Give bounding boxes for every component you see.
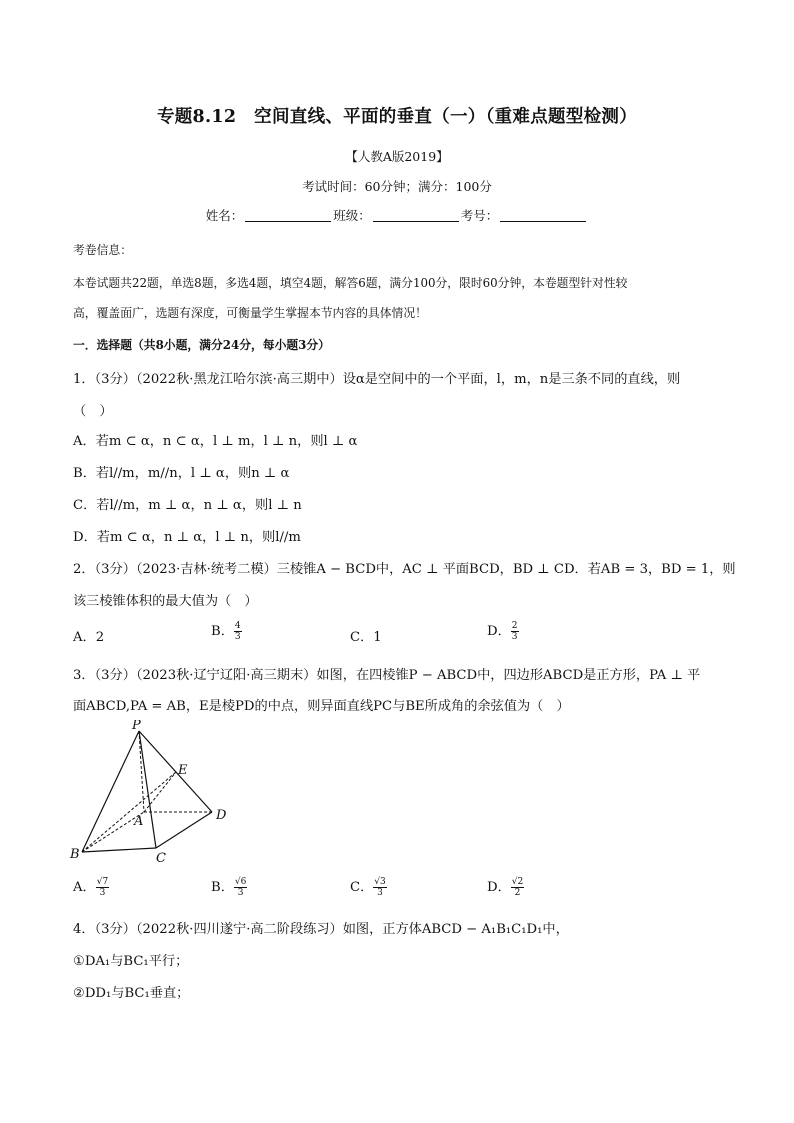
q3-option-d-denominator: 2 <box>514 888 521 898</box>
q1-option-d: D．若m ⊂ α，n ⊥ α，l ⊥ n，则l//m <box>73 530 301 545</box>
vertex-label-b: B <box>70 847 80 862</box>
q3-option-b-label: B． <box>211 880 234 895</box>
name-label: 姓名： <box>205 208 244 223</box>
q3-option-a <box>73 876 109 898</box>
id-field[interactable] <box>500 209 586 222</box>
segment-ae <box>144 772 176 812</box>
q2-option-b-denominator: 3 <box>234 632 241 642</box>
q3-option-a-label: A． <box>73 880 96 895</box>
vertex-label-c: C <box>156 851 166 866</box>
q2-option-c: C．1 <box>350 630 382 645</box>
q1-option-b: B．若l//m，m//n，l ⊥ α，则n ⊥ α <box>73 466 290 481</box>
q2-option-d <box>487 620 519 642</box>
q2-option-d-label: D． <box>487 624 511 639</box>
q1-stem-line2: （ ） <box>73 404 113 419</box>
q3-option-c-numerator: √3 <box>374 877 386 887</box>
pyramid-figure <box>68 720 238 870</box>
q3-option-b <box>211 876 247 898</box>
class-field[interactable] <box>373 209 459 222</box>
edge-pd <box>139 731 212 812</box>
q4-statement-1: ①DA₁与BC₁平行； <box>73 954 189 969</box>
vertex-label-a: A <box>134 814 144 829</box>
q2-option-b <box>211 620 242 642</box>
q3-option-c-label: C． <box>350 880 374 895</box>
q3-option-d-numerator: √2 <box>511 877 524 887</box>
q3-option-a-numerator: √7 <box>96 877 109 887</box>
q3-option-b-denominator: 3 <box>237 888 244 898</box>
student-info-row <box>0 206 794 224</box>
q3-option-a-denominator: 3 <box>99 888 106 898</box>
q2-option-b-label: B． <box>211 624 234 639</box>
info-heading: 考卷信息： <box>73 243 132 257</box>
q1-stem-line1: 1．（3分）（2022秋·黑龙江哈尔滨·高三期中）设α是空间中的一个平面，l，m，n是三条不同的直线，则 <box>73 372 681 387</box>
q2-stem-line2: 该三棱锥体积的最大值为（ ） <box>73 594 258 609</box>
info-line-1: 本卷试题共22题，单选8题，多选4题，填空4题，解答6题，满分100分，限时60分钟，本卷题型针对性较 <box>73 276 628 290</box>
q4-stem-line1: 4．（3分）（2022秋·四川遂宁·高二阶段练习）如图，正方体ABCD − A₁B₁C₁D₁中， <box>73 922 569 937</box>
q3-option-b-numerator: √6 <box>234 877 247 887</box>
page-title: 专题8.12 空间直线、平面的垂直（一）（重难点题型检测） <box>156 107 638 127</box>
edge-bc <box>82 848 156 852</box>
q2-option-d-denominator: 3 <box>511 632 518 642</box>
vertex-label-e: E <box>178 763 188 778</box>
q3-stem-line1: 3．（3分）（2023秋·辽宁辽阳·高三期末）如图，在四棱锥P − ABCD中，四边形ABCD是正方形，PA ⊥ 平 <box>73 668 701 683</box>
q2-option-d-numerator: 2 <box>511 621 518 631</box>
q3-stem-line2: 面ABCD,PA = AB，E是棱PD的中点，则异面直线PC与BE所成角的余弦值为（ ） <box>73 699 570 714</box>
q2-option-a: A．2 <box>73 630 105 645</box>
q4-statement-2: ②DD₁与BC₁垂直； <box>73 986 190 1001</box>
vertex-label-d: D <box>216 808 227 823</box>
info-line-2: 高，覆盖面广，选题有深度，可衡量学生掌握本节内容的具体情况！ <box>73 306 427 320</box>
q3-option-d-label: D． <box>487 880 511 895</box>
q2-option-b-numerator: 4 <box>234 621 241 631</box>
id-label: 考号： <box>460 208 499 223</box>
q3-option-d <box>487 876 524 898</box>
q2-stem-line1: 2．（3分）（2023·吉林·统考二模）三棱锥A − BCD中，AC ⊥ 平面BCD，BD ⊥ CD．若AB = 3，BD = 1，则 <box>73 562 736 577</box>
q1-option-a: A．若m ⊂ α，n ⊂ α，l ⊥ m，l ⊥ n，则l ⊥ α <box>73 434 358 449</box>
q3-option-c <box>350 876 387 898</box>
exam-time: 考试时间：60分钟；满分：100分 <box>302 179 492 194</box>
edition-label: 【人教A版2019】 <box>345 149 449 164</box>
edge-pc <box>139 731 156 848</box>
edge-cd <box>156 812 212 848</box>
section-heading: 一．选择题（共8小题，满分24分，每小题3分） <box>73 338 330 352</box>
q1-option-c: C．若l//m，m ⊥ α，n ⊥ α，则l ⊥ n <box>73 498 302 513</box>
q3-option-c-denominator: 3 <box>377 888 383 898</box>
class-label: 班级： <box>333 208 371 223</box>
name-field[interactable] <box>245 209 331 222</box>
vertex-label-p: P <box>132 720 141 733</box>
edge-pb <box>82 731 139 852</box>
